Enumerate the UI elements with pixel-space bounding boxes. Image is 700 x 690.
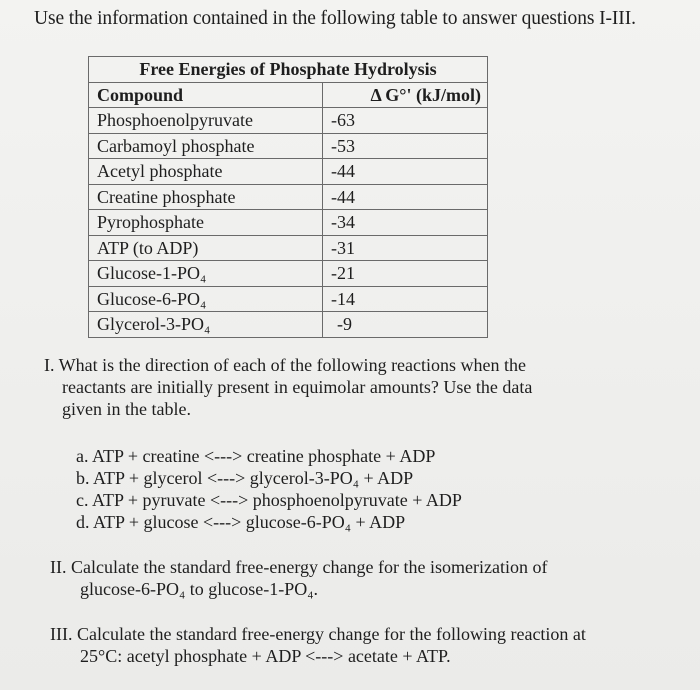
value-cell: -21 — [323, 261, 488, 287]
reaction-c: c. ATP + pyruvate <---> phosphoenolpyruvate + ADP — [76, 490, 462, 510]
table-row — [89, 133, 488, 159]
free-energy-table — [88, 56, 488, 338]
table-row — [89, 235, 488, 261]
table-row — [89, 312, 488, 338]
question-one-line-1: I. What is the direction of each of the following reactions when the — [44, 355, 527, 375]
compound-cell: Glycerol-3-PO₄ — [89, 312, 323, 338]
value-cell: -44 — [323, 184, 488, 210]
reaction-b: b. ATP + glycerol <---> glycerol-3-PO₄ + ADP — [76, 468, 414, 488]
table-row — [89, 286, 488, 312]
table-title-row — [89, 57, 488, 83]
question-three — [50, 623, 586, 667]
reaction-d: d. ATP + glucose <---> glucose-6-PO₄ + ADP — [76, 512, 406, 532]
question-three-line-2: 25°C: acetyl phosphate + ADP <---> acetate + ATP. — [80, 646, 451, 666]
value-cell: -14 — [323, 286, 488, 312]
table-row — [89, 159, 488, 185]
reaction-list — [76, 445, 462, 533]
column-header-value: Δ G°' (kJ/mol) — [323, 82, 488, 108]
compound-cell: Glucose-6-PO₄ — [89, 286, 323, 312]
compound-cell: Acetyl phosphate — [89, 159, 323, 185]
question-one — [44, 354, 532, 420]
value-cell: -63 — [323, 108, 488, 134]
instruction-text: Use the information contained in the following table to answer questions I-III. — [34, 8, 636, 29]
compound-cell: Glucose-1-PO₄ — [89, 261, 323, 287]
table-row — [89, 210, 488, 236]
table-header-row — [89, 82, 488, 108]
table-title: Free Energies of Phosphate Hydrolysis — [89, 57, 488, 83]
compound-cell: Carbamoyl phosphate — [89, 133, 323, 159]
free-energy-table-container — [88, 56, 488, 338]
question-two-line-1: II. Calculate the standard free-energy change for the isomerization of — [50, 557, 548, 577]
table-row — [89, 261, 488, 287]
value-cell: -31 — [323, 235, 488, 261]
question-one-line-3: given in the table. — [62, 399, 191, 419]
question-three-line-1: III. Calculate the standard free-energy change for the following reaction at — [50, 624, 586, 644]
value-cell: -53 — [323, 133, 488, 159]
question-two — [50, 556, 547, 600]
value-cell: -44 — [323, 159, 488, 185]
value-cell: -34 — [323, 210, 488, 236]
reaction-a: a. ATP + creatine <---> creatine phosphate + ADP — [76, 446, 436, 466]
table-row — [89, 184, 488, 210]
compound-cell: Pyrophosphate — [89, 210, 323, 236]
question-one-line-2: reactants are initially present in equimolar amounts? Use the data — [62, 377, 533, 397]
compound-cell: Creatine phosphate — [89, 184, 323, 210]
compound-cell: Phosphoenolpyruvate — [89, 108, 323, 134]
column-header-compound: Compound — [89, 82, 323, 108]
question-two-line-2: glucose-6-PO₄ to glucose-1-PO₄. — [80, 579, 319, 599]
compound-cell: ATP (to ADP) — [89, 235, 323, 261]
table-row — [89, 108, 488, 134]
value-cell: -9 — [323, 312, 488, 338]
